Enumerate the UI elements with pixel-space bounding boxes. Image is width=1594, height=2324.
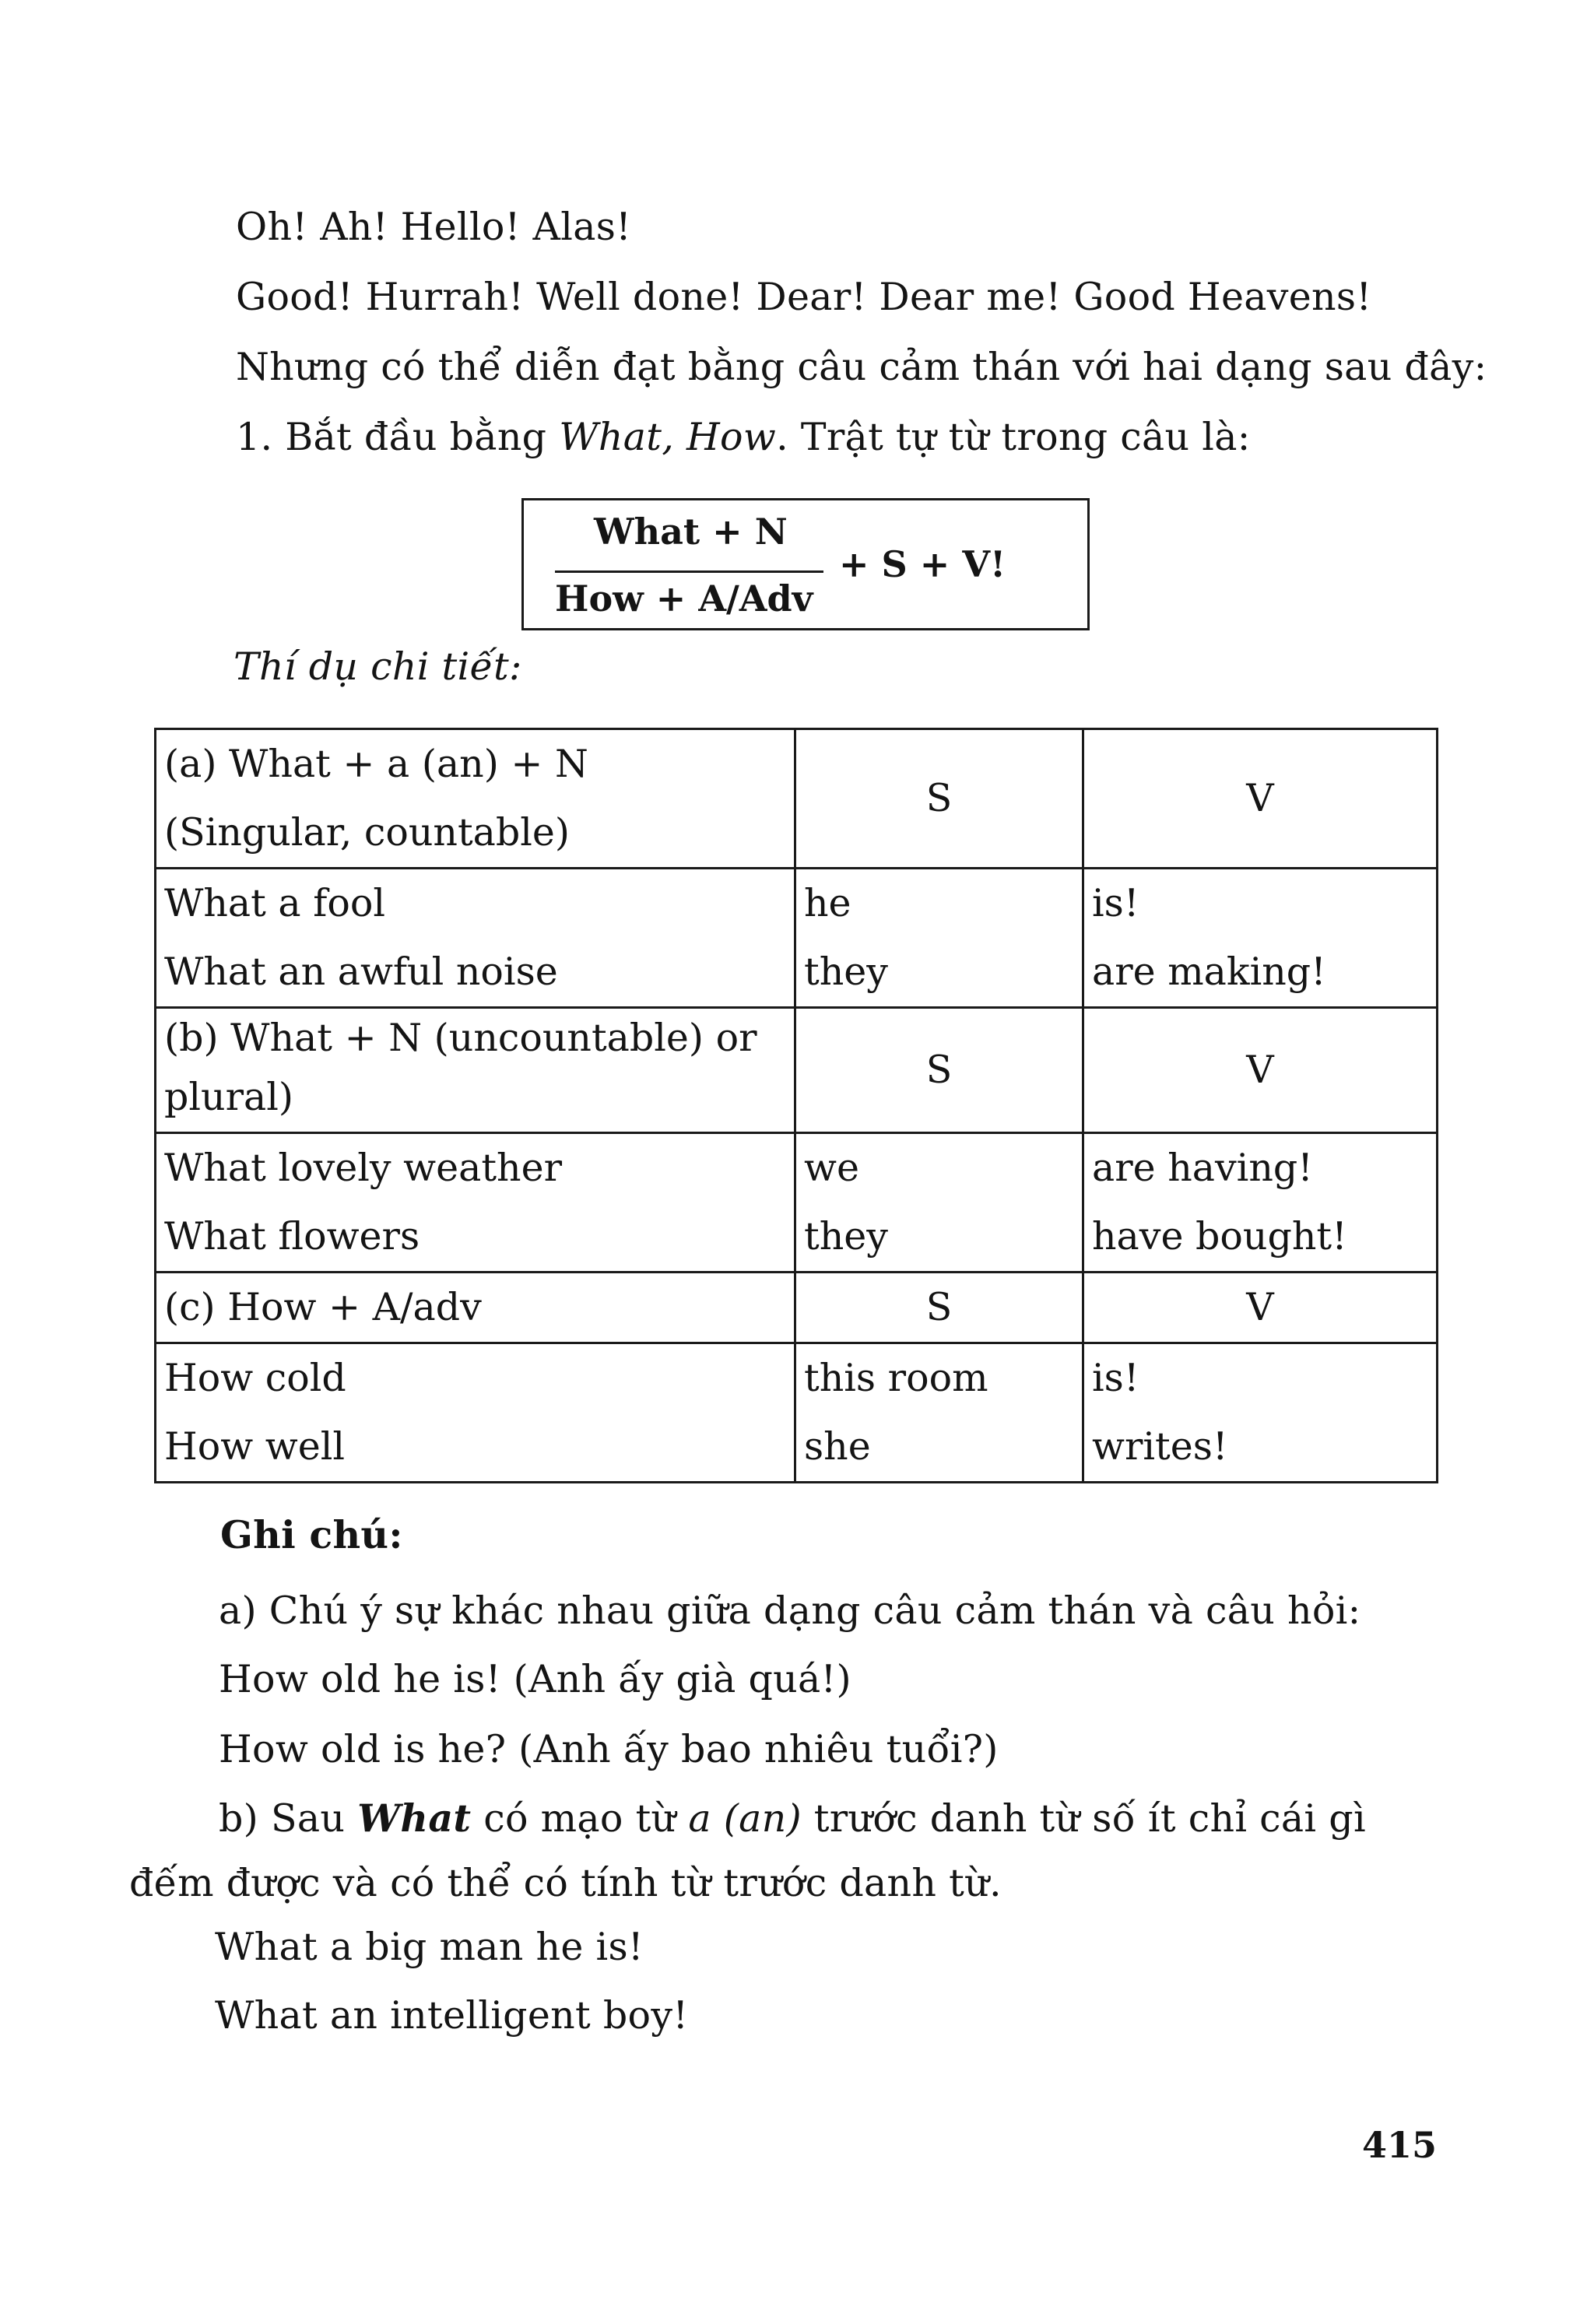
page-number: 415 [1362,2124,1438,2166]
verb-header: V [1083,1273,1438,1343]
pattern-a-verbs: is! are making! [1083,869,1438,1008]
pattern-b-verbs: are having! have bought! [1083,1133,1438,1273]
note-b-example-2: What an intelligent boy! [215,1993,689,2038]
notes-heading: Ghi chú: [220,1512,403,1557]
exclamation-intro: Nhưng có thể diễn đạt bằng câu cảm thán với hai dạng sau đây: [236,345,1487,389]
verb-header: V [1083,1008,1438,1133]
pattern-b-examples: What lovely weather What flowers [156,1133,795,1273]
example-label: Thí dụ chi tiết: [233,644,522,689]
pattern-a-subjects: he they [795,869,1083,1008]
rule-1-intro: 1. Bắt đầu bằng What, How. Trật tự từ trong câu là: [236,415,1251,459]
table-row [156,1133,1438,1273]
subject-header: S [795,729,1083,869]
pattern-b-subjects: we they [795,1133,1083,1273]
subject-header: S [795,1008,1083,1133]
note-b-example-1: What a big man he is! [215,1925,644,1969]
interjections-line-1: Oh! Ah! Hello! Alas! [236,205,632,249]
pattern-c-examples: How cold How well [156,1343,795,1483]
table-row [156,729,1438,869]
pattern-c-subjects: this room she [795,1343,1083,1483]
table-row [156,869,1438,1008]
pattern-b-header: (b) What + N (uncountable) or plural) [156,1008,795,1133]
note-b-continuation: đếm được và có thể có tính từ trước danh từ. [129,1861,1002,1905]
formula-numerator: What + N [594,511,788,553]
pattern-a-header: (a) What + a (an) + N (Singular, countable) [156,729,795,869]
table-row [156,1008,1438,1133]
note-a-example-2: How old is he? (Anh ấy bao nhiêu tuổi?) [219,1727,999,1771]
examples-table [154,728,1438,1483]
subject-header: S [795,1273,1083,1343]
verb-header: V [1083,729,1438,869]
formula-denominator: How + A/Adv [555,577,813,620]
formula-fraction-bar [555,570,823,573]
word-order-formula [521,498,1090,630]
note-b: b) Sau What có mạo từ a (an) trước danh từ số ít chỉ cái gì [219,1796,1366,1841]
interjections-line-2: Good! Hurrah! Well done! Dear! Dear me! Good Heavens! [236,275,1372,319]
pattern-c-verbs: is! writes! [1083,1343,1438,1483]
table-row [156,1343,1438,1483]
pattern-a-examples: What a fool What an awful noise [156,869,795,1008]
formula-subject-verb: + S + V! [839,543,1006,585]
pattern-c-header: (c) How + A/adv [156,1273,795,1343]
note-a: a) Chú ý sự khác nhau giữa dạng câu cảm thán và câu hỏi: [219,1589,1361,1633]
note-a-example-1: How old he is! (Anh ấy già quá!) [219,1657,851,1701]
table-row [156,1273,1438,1343]
